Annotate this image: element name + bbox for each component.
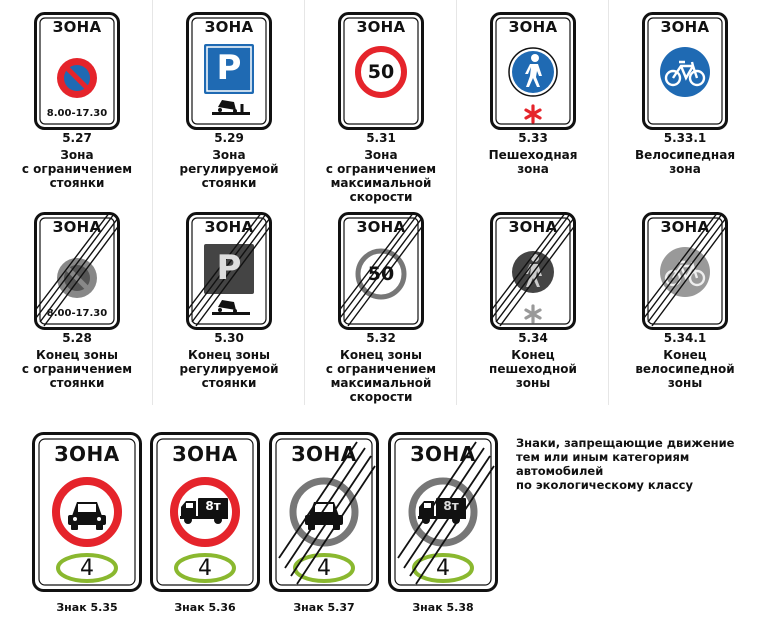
caption-line: Конец — [511, 348, 555, 362]
caption-line: регулируемой — [179, 162, 279, 176]
sign-5-33 — [490, 12, 576, 130]
caption-line: регулируемой — [179, 362, 279, 376]
sign-card-5-33-1 — [610, 0, 760, 200]
zone-label: ЗОНА — [508, 18, 558, 36]
sign-caption — [22, 131, 132, 190]
caption-line: стоянки — [201, 376, 257, 390]
caption-line: зоны — [515, 376, 551, 390]
caption-line: с ограничением — [21, 362, 133, 376]
sign-5-34 — [490, 212, 576, 330]
zone-label: ЗОНА — [172, 442, 238, 466]
zone-label: ЗОНА — [508, 218, 558, 236]
caption-line: стоянки — [49, 176, 105, 190]
zone-label: ЗОНА — [52, 218, 102, 236]
caption-line: Зона — [60, 148, 94, 162]
eco-sign-5-38 — [388, 432, 498, 592]
zone-label: ЗОНА — [660, 18, 710, 36]
sign-caption — [179, 131, 278, 190]
zone-label: ЗОНА — [356, 218, 406, 236]
sign-caption — [326, 131, 436, 204]
eco-sign-label: Знак 5.35 — [56, 601, 118, 614]
column-divider — [608, 0, 609, 405]
sign-5-30 — [186, 212, 272, 330]
speed-value: 50 — [367, 61, 395, 83]
caption-line: зона — [517, 162, 549, 176]
zone-label: ЗОНА — [410, 442, 476, 466]
sign-number: 5.31 — [366, 131, 396, 145]
sign-caption — [635, 131, 735, 176]
caption-line: Зона — [364, 148, 398, 162]
note-line: автомобилей — [516, 464, 604, 478]
time-plate: 8.00-17.30 — [46, 108, 108, 119]
sign-number: 5.29 — [214, 131, 244, 145]
sign-caption — [489, 131, 578, 176]
caption-line: максимальной — [330, 376, 432, 390]
caption-line: Зона — [212, 148, 246, 162]
sign-card-5-28 — [2, 200, 152, 400]
sign-caption — [489, 331, 577, 390]
sign-number: 5.34.1 — [663, 331, 707, 345]
sign-card-5-32 — [306, 200, 456, 404]
column-divider — [304, 0, 305, 405]
zone-label: ЗОНА — [291, 442, 357, 466]
sign-card-5-34-1 — [610, 200, 760, 400]
caption-line: Конец зоны — [340, 348, 422, 362]
sign-5-34-1 — [642, 212, 728, 330]
sign-number: 5.33.1 — [663, 131, 707, 145]
eco-class-number: 4 — [436, 556, 450, 581]
column-divider — [152, 0, 153, 405]
note-line: тем или иным категориям — [516, 450, 690, 464]
sign-caption — [326, 331, 436, 404]
eco-sign-5-36 — [150, 432, 260, 592]
caption-line: Конец зоны — [36, 348, 118, 362]
sign-number: 5.32 — [366, 331, 396, 345]
zone-label: ЗОНА — [356, 18, 406, 36]
sign-number: 5.30 — [214, 331, 244, 345]
caption-line: Велосипедная — [634, 148, 736, 162]
sign-5-32 — [338, 212, 424, 330]
caption-line: скорости — [349, 190, 413, 204]
caption-line: с ограничением — [21, 162, 133, 176]
time-plate: 8.00-17.30 — [46, 308, 108, 319]
eco-sign-label: Знак 5.37 — [293, 601, 355, 614]
eco-class-number: 4 — [80, 556, 94, 581]
sign-5-33-1 — [642, 12, 728, 130]
caption-line: зоны — [667, 376, 703, 390]
parking-letter: P — [216, 248, 242, 288]
sign-number: 5.34 — [518, 331, 548, 345]
truck-mass: 8т — [443, 499, 459, 513]
sign-card-5-34 — [458, 200, 608, 400]
sign-card-5-27 — [2, 0, 152, 200]
caption-line: скорости — [349, 390, 413, 404]
parking-letter: P — [216, 48, 242, 88]
eco-class-number: 4 — [198, 556, 212, 581]
column-divider — [456, 0, 457, 405]
sign-5-27 — [34, 12, 120, 130]
sign-caption — [635, 331, 734, 390]
sign-number: 5.28 — [62, 331, 92, 345]
note-line: по экологическому классу — [516, 478, 693, 492]
sign-number: 5.27 — [62, 131, 92, 145]
caption-line: велосипедной — [635, 362, 735, 376]
zone-label: ЗОНА — [660, 218, 710, 236]
zone-label: ЗОНА — [204, 218, 254, 236]
zone-label: ЗОНА — [52, 18, 102, 36]
eco-sign-label: Знак 5.36 — [174, 601, 236, 614]
caption-line: зона — [669, 162, 701, 176]
sign-5-29 — [186, 12, 272, 130]
truck-mass: 8т — [205, 499, 221, 513]
caption-line: максимальной — [330, 176, 432, 190]
caption-line: стоянки — [201, 176, 257, 190]
eco-class-number: 4 — [317, 556, 331, 581]
sign-card-5-31 — [306, 0, 456, 204]
sign-card-5-33 — [458, 0, 608, 200]
zone-label: ЗОНА — [54, 442, 120, 466]
caption-line: Конец — [663, 348, 707, 362]
eco-note — [516, 436, 756, 492]
eco-sign-label: Знак 5.38 — [412, 601, 474, 614]
sign-card-5-30 — [154, 200, 304, 400]
zone-label: ЗОНА — [204, 18, 254, 36]
caption-line: с ограничением — [325, 162, 437, 176]
sign-caption — [22, 331, 132, 390]
caption-line: стоянки — [49, 376, 105, 390]
eco-sign-5-37 — [269, 432, 379, 592]
sign-5-31 — [338, 12, 424, 130]
eco-sign-5-35 — [32, 432, 142, 592]
speed-value: 50 — [367, 263, 395, 285]
sign-number: 5.33 — [518, 131, 548, 145]
note-line: Знаки, запрещающие движение — [516, 436, 735, 450]
caption-line: Пешеходная — [488, 148, 578, 162]
caption-line: пешеходной — [489, 362, 577, 376]
sign-caption — [179, 331, 278, 390]
sign-card-5-29 — [154, 0, 304, 200]
caption-line: с ограничением — [325, 362, 437, 376]
sign-5-28 — [34, 212, 120, 330]
caption-line: Конец зоны — [188, 348, 270, 362]
